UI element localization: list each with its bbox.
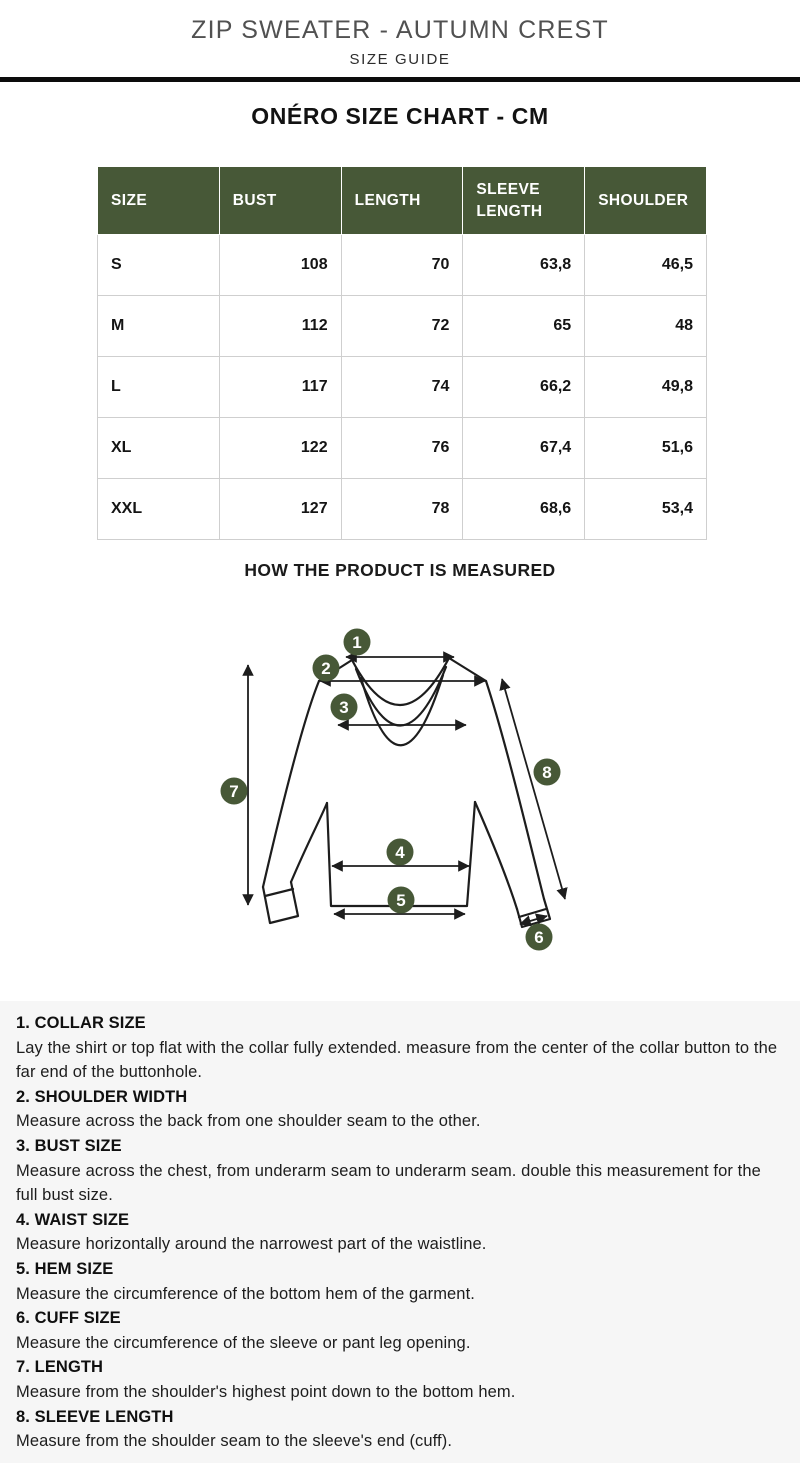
divider-bar <box>0 77 800 82</box>
page-subtitle: SIZE GUIDE <box>349 51 451 68</box>
size-chart-table <box>97 166 707 540</box>
value-cell: 122 <box>219 418 341 479</box>
value-cell: 70 <box>341 235 463 296</box>
instruction-body: Measure from the shoulder's highest point down to the bottom hem. <box>16 1382 516 1401</box>
diagram-marker-2 <box>313 655 340 682</box>
sweater-measurement-diagram <box>205 590 595 980</box>
instruction-heading: 4. WAIST SIZE <box>16 1210 130 1229</box>
size-cell: S <box>98 235 220 296</box>
instruction-body: Measure the circumference of the sleeve or pant leg opening. <box>16 1333 471 1352</box>
instruction-item <box>16 1134 782 1208</box>
value-cell: 51,6 <box>585 418 707 479</box>
diagram-marker-1 <box>344 629 371 656</box>
instruction-body: Measure across the back from one shoulder seam to the other. <box>16 1112 481 1131</box>
value-cell: 127 <box>219 479 341 540</box>
measured-section-title: HOW THE PRODUCT IS MEASURED <box>244 560 556 580</box>
diagram-marker-5 <box>388 887 415 914</box>
value-cell: 67,4 <box>463 418 585 479</box>
value-cell: 46,5 <box>585 235 707 296</box>
instruction-item <box>16 1208 782 1257</box>
instruction-item <box>16 1306 782 1355</box>
instruction-body: Measure from the shoulder seam to the sleeve's end (cuff). <box>16 1432 453 1451</box>
instruction-item <box>16 1257 782 1306</box>
sleeve-length-arrow <box>502 679 565 899</box>
column-header: LENGTH <box>341 167 463 235</box>
column-header: SIZE <box>98 167 220 235</box>
instruction-body: Measure across the chest, from underarm seam to underarm seam. double this measurement for the full bust size. <box>16 1161 761 1205</box>
size-cell: XL <box>98 418 220 479</box>
instruction-body: Measure the circumference of the bottom hem of the garment. <box>16 1284 475 1303</box>
value-cell: 108 <box>219 235 341 296</box>
column-header: SLEEVE LENGTH <box>463 167 585 235</box>
value-cell: 74 <box>341 357 463 418</box>
size-chart-title: ONÉRO SIZE CHART - CM <box>251 103 549 129</box>
instruction-heading: 5. HEM SIZE <box>16 1259 114 1278</box>
value-cell: 66,2 <box>463 357 585 418</box>
diagram-markers <box>221 629 561 951</box>
value-cell: 117 <box>219 357 341 418</box>
svg-text:4: 4 <box>395 843 405 862</box>
instruction-heading: 6. CUFF SIZE <box>16 1309 121 1328</box>
product-title: ZIP SWEATER - AUTUMN CREST <box>191 16 609 44</box>
size-cell: L <box>98 357 220 418</box>
diagram-marker-3 <box>331 694 358 721</box>
instruction-heading: 1. COLLAR SIZE <box>16 1014 146 1032</box>
table-row <box>98 479 707 540</box>
value-cell: 49,8 <box>585 357 707 418</box>
column-header: BUST <box>219 167 341 235</box>
value-cell: 48 <box>585 296 707 357</box>
table-row <box>98 357 707 418</box>
instructions-section <box>0 1001 800 1463</box>
instruction-heading: 7. LENGTH <box>16 1358 104 1377</box>
instruction-item <box>16 1011 782 1085</box>
value-cell: 78 <box>341 479 463 540</box>
value-cell: 63,8 <box>463 235 585 296</box>
size-cell: XXL <box>98 479 220 540</box>
instruction-item <box>16 1355 782 1404</box>
instruction-body: Lay the shirt or top flat with the collar fully extended. measure from the center of the collar button to the far end of the buttonhole. <box>16 1038 778 1082</box>
instruction-heading: 8. SLEEVE LENGTH <box>16 1407 174 1426</box>
svg-text:2: 2 <box>321 659 331 678</box>
instruction-item <box>16 1405 782 1454</box>
svg-text:8: 8 <box>542 763 552 782</box>
column-header: SHOULDER <box>585 167 707 235</box>
table-row <box>98 296 707 357</box>
diagram-marker-6 <box>526 924 553 951</box>
size-chart-table-wrap <box>97 166 707 540</box>
size-cell: M <box>98 296 220 357</box>
svg-text:3: 3 <box>339 698 349 717</box>
table-head-row <box>98 167 707 235</box>
svg-text:5: 5 <box>396 891 406 910</box>
value-cell: 72 <box>341 296 463 357</box>
diagram-marker-4 <box>387 839 414 866</box>
table-row <box>98 418 707 479</box>
value-cell: 112 <box>219 296 341 357</box>
value-cell: 53,4 <box>585 479 707 540</box>
instruction-body: Measure horizontally around the narrowest part of the waistline. <box>16 1235 487 1254</box>
svg-text:7: 7 <box>229 782 239 801</box>
svg-text:6: 6 <box>534 928 544 947</box>
value-cell: 76 <box>341 418 463 479</box>
diagram-marker-7 <box>221 778 248 805</box>
instruction-item <box>16 1085 782 1134</box>
value-cell: 65 <box>463 296 585 357</box>
instruction-heading: 3. BUST SIZE <box>16 1136 122 1155</box>
diagram-marker-8 <box>534 759 561 786</box>
table-body <box>98 235 707 540</box>
svg-text:1: 1 <box>352 633 362 652</box>
table-row <box>98 235 707 296</box>
instruction-heading: 2. SHOULDER WIDTH <box>16 1087 188 1106</box>
value-cell: 68,6 <box>463 479 585 540</box>
